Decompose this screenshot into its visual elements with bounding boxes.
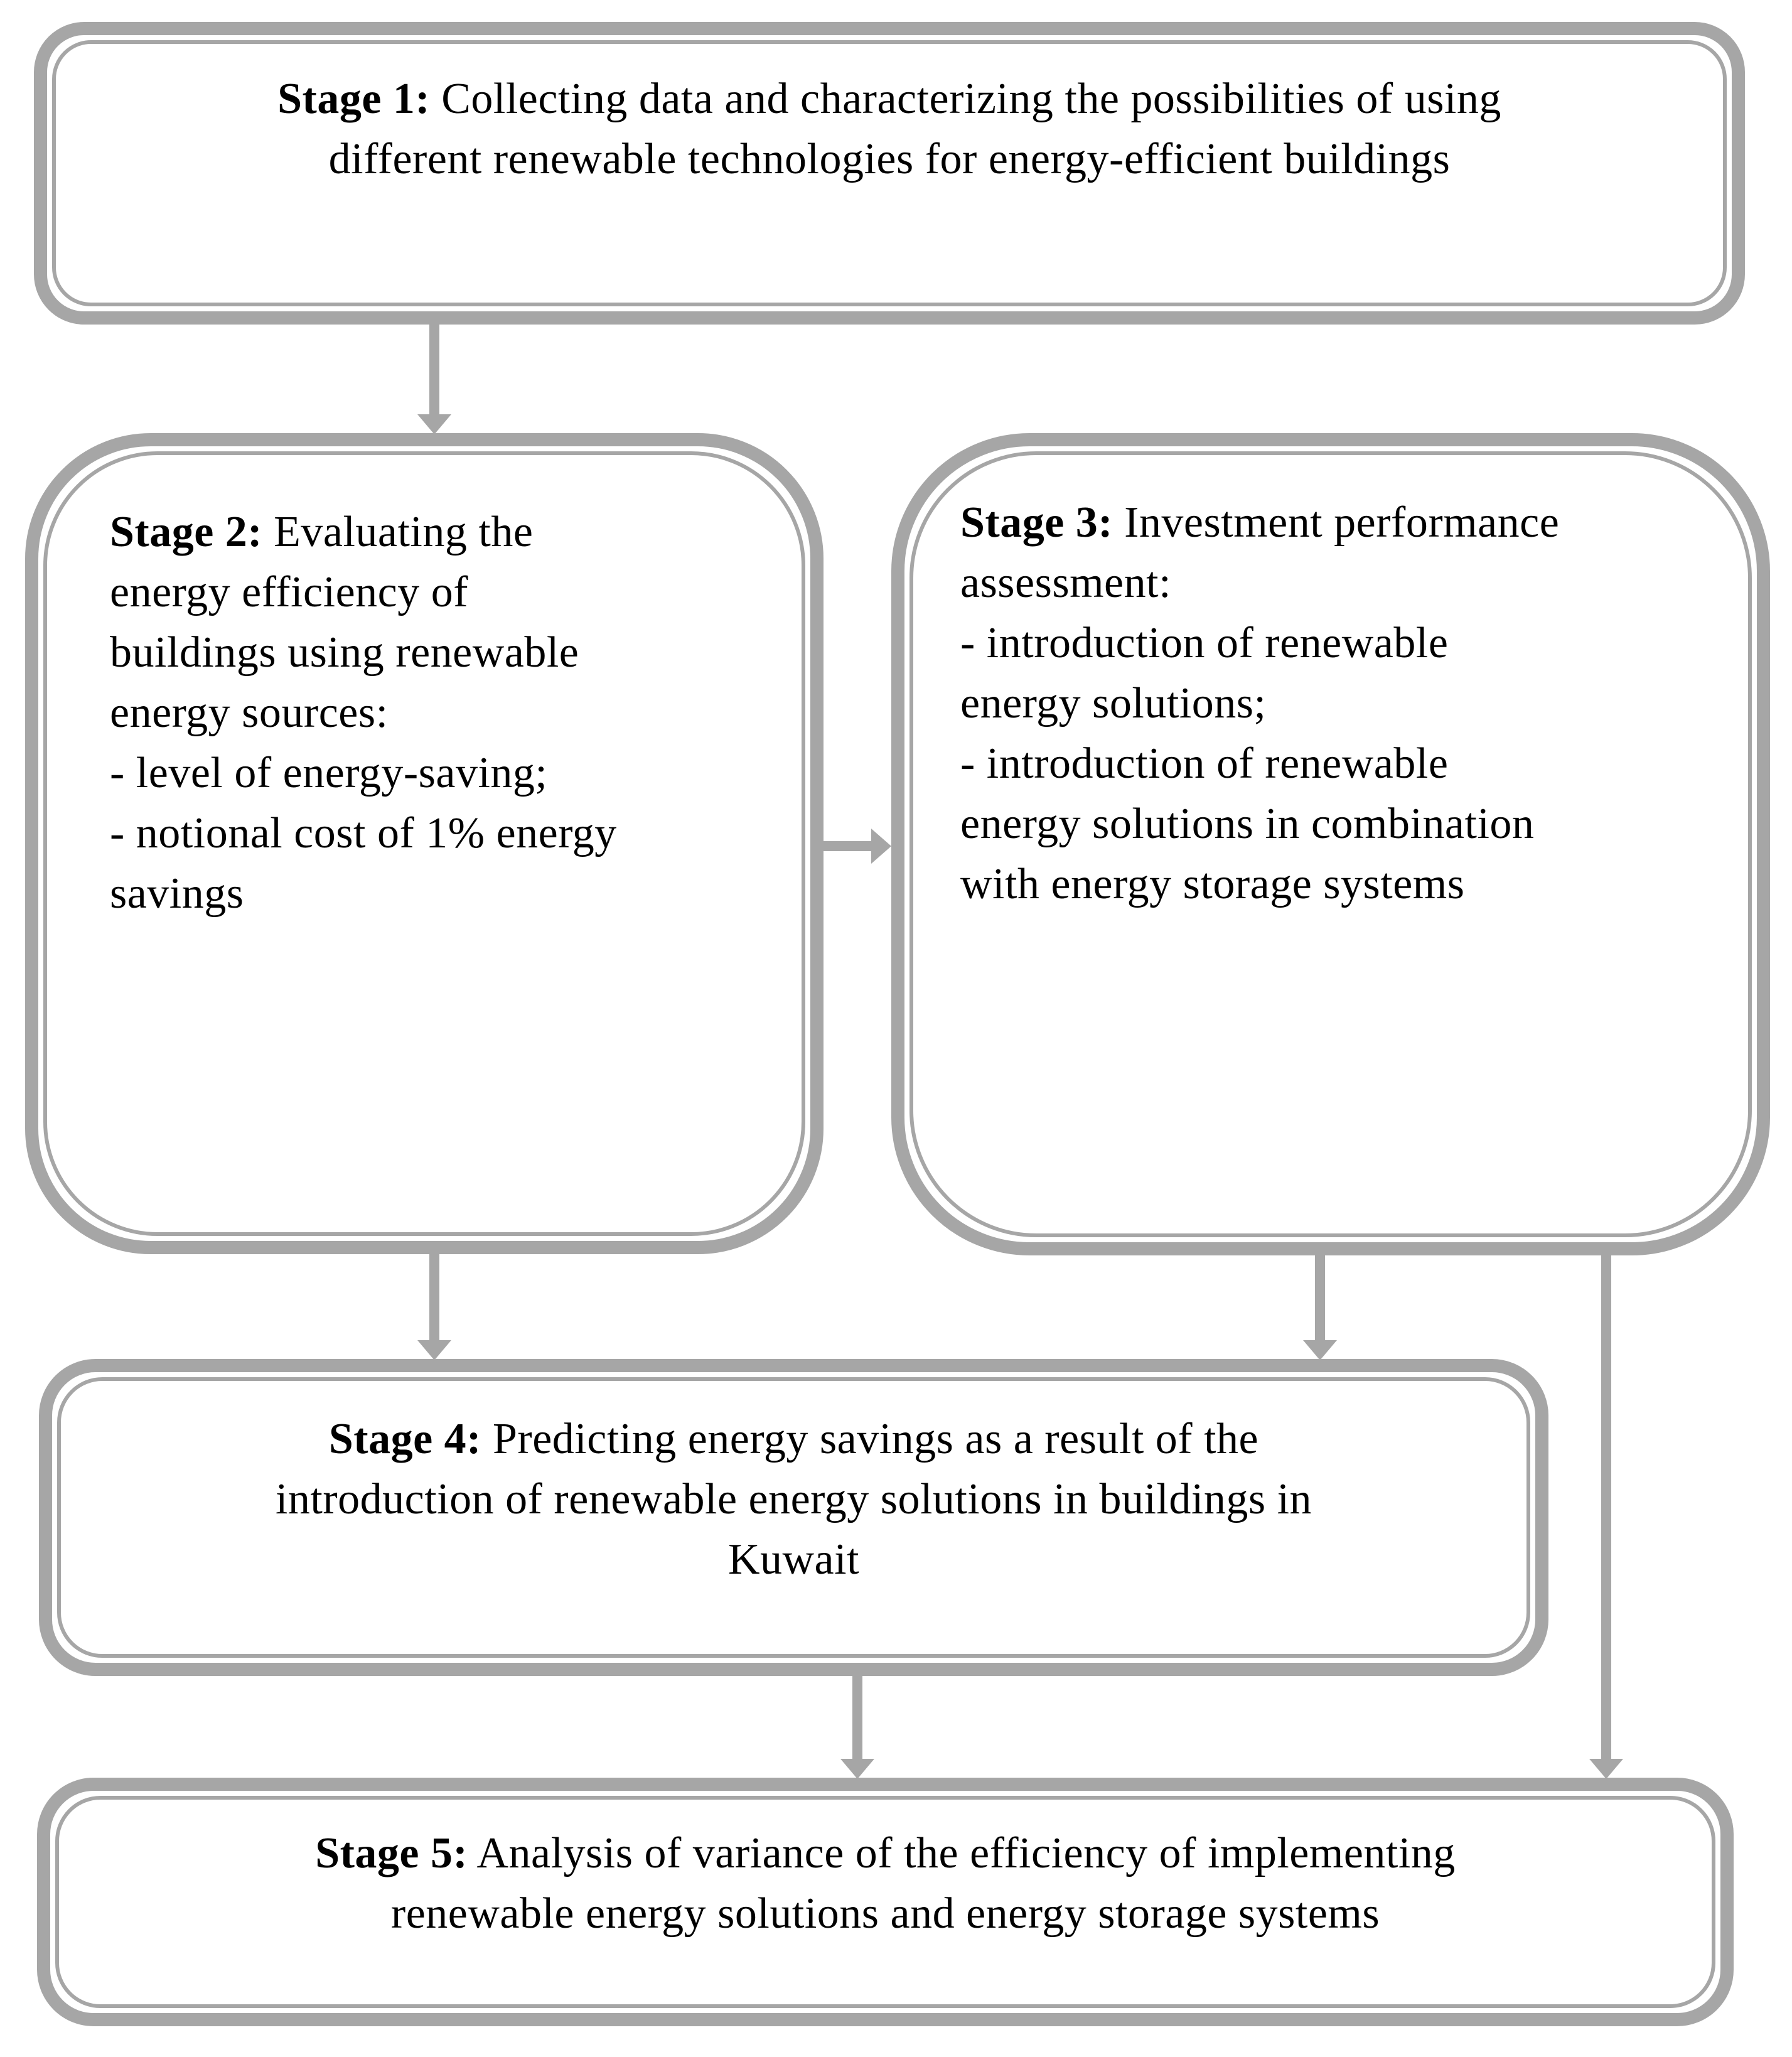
arrow-stage2-to-stage3 [824,829,891,864]
stage-3-line-5: - introduction of renewable [960,739,1449,788]
arrow-stage3-to-stage4 [1303,1255,1337,1360]
stage-2-line-6: - notional cost of 1% energy [110,809,617,857]
stage-1-line-1: Stage 1: Collecting data and characterizing the possibilities of using [277,75,1501,123]
stage-2-line-5: - level of energy-saving; [110,749,548,797]
stage-3-label: Stage 3: [960,498,1113,547]
stage-3-line-1: Stage 3: Investment performance [960,498,1560,547]
stage-5-line-1: Stage 5: Analysis of variance of the efficiency of implementing [315,1829,1456,1877]
stage-2-line-7: savings [110,869,244,918]
stage-3-line-4: energy solutions; [960,679,1267,728]
stage-4-line-3: Kuwait [727,1535,860,1584]
stage-2-line-2: energy efficiency of [110,568,469,616]
arrow-stage3-to-stage5 [1589,1252,1623,1779]
stage-4-label: Stage 4: [328,1415,481,1463]
stage-2-label: Stage 2: [110,508,263,556]
stage-1-label: Stage 1: [277,75,431,123]
stage-4-line-2: introduction of renewable energy solutions in buildings in [275,1475,1312,1523]
arrow-stage2-to-stage4 [417,1254,451,1360]
stage-3-line-6: energy solutions in combination [960,800,1535,848]
stage-4-line-1: Stage 4: Predicting energy savings as a result of the [328,1415,1259,1463]
stage-3-line-2: assessment: [960,559,1172,607]
arrow-stage1-to-stage2 [417,325,451,434]
stage-2-line-4: energy sources: [110,689,389,737]
stage-5-label: Stage 5: [315,1829,468,1877]
stage-2-line-3: buildings using renewable [110,628,579,677]
stage-1-line-2: different renewable technologies for energy-efficient buildings [328,135,1451,183]
stage-3-line-7: with energy storage systems [960,860,1465,908]
stage-2-line-1: Stage 2: Evaluating the [110,508,534,556]
stage-5-line-2: renewable energy solutions and energy storage systems [390,1889,1380,1938]
stage-3-line-3: - introduction of renewable [960,619,1449,667]
arrow-stage4-to-stage5 [840,1676,874,1779]
